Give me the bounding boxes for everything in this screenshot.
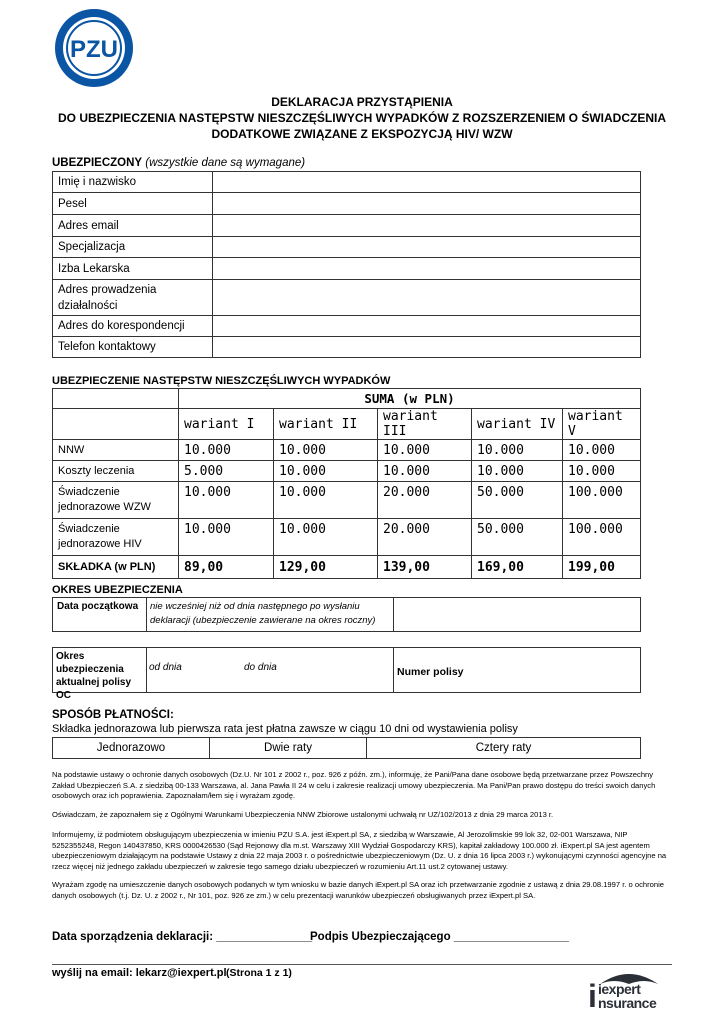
page-number: (Strona 1 z 1)	[226, 967, 292, 979]
table-row	[53, 738, 641, 759]
insured-note: (wszystkie dane są wymagane)	[145, 157, 306, 169]
value-cell: 10.000	[563, 461, 641, 482]
table-row	[53, 440, 641, 461]
field-label: Adres do korespondencji	[53, 316, 213, 337]
variant-header: wariant IV	[472, 409, 563, 440]
value-cell: 10.000	[472, 461, 563, 482]
value-cell: 20.000	[378, 519, 472, 556]
row-label: NNW	[53, 440, 179, 461]
value-cell: 10.000	[274, 461, 378, 482]
legal-paragraph: Wyrażam zgodę na umieszczenie danych osobowych podanych w tym wniosku w bazie danych iExpert.pl SA oraz ich przetwarzanie zgodnie z ustawą z dnia 29.08.1997 r. o ochronie danych osobowych (t.j. Dz. U. z 2002 r., Nr 101, poz. 926 ze zm.) w celu prezentacji warunków ubezpieczeń obsługiwanych przez iExpert.pl SA.	[52, 880, 664, 900]
email-field[interactable]	[213, 215, 641, 237]
row-label: Koszty leczenia	[53, 461, 179, 482]
name-field[interactable]	[213, 172, 641, 193]
field-label: Specjalizacja	[53, 237, 213, 258]
nnw-section-title: UBEZPIECZENIE NASTĘPSTW NIESZCZĘŚLIWYCH WYPADKÓW	[52, 375, 391, 387]
premium-cell: 199,00	[563, 556, 641, 579]
value-cell: 10.000	[274, 440, 378, 461]
premium-cell: 139,00	[378, 556, 472, 579]
variant-header: wariant V	[563, 409, 641, 440]
to-date-field[interactable]	[288, 658, 388, 676]
value-cell: 10.000	[378, 440, 472, 461]
brand-line-1: iexpert	[598, 981, 641, 997]
start-date-note: nie wcześniej niż od dnia następnego po wysłaniu deklaracji (ubezpieczenie zawierane na okres roczny)	[147, 598, 394, 631]
value-cell: 100.000	[563, 482, 641, 519]
value-cell: 10.000	[378, 461, 472, 482]
legal-text-3	[52, 830, 672, 872]
table-row	[53, 193, 641, 215]
payment-section-title: SPOSÓB PŁATNOŚCI:	[52, 709, 174, 721]
brand-line-2: nsurance	[598, 995, 657, 1011]
document-heading	[40, 94, 684, 142]
sum-header: SUMA (w PLN)	[179, 389, 641, 409]
table-row	[53, 280, 641, 316]
column-divider	[393, 648, 394, 692]
business-address-field[interactable]	[213, 280, 641, 316]
value-cell: 10.000	[179, 440, 274, 461]
value-cell: 50.000	[472, 519, 563, 556]
table-row	[53, 258, 641, 280]
field-label: Adres email	[53, 215, 213, 237]
variant-header: wariant III	[378, 409, 472, 440]
phone-field[interactable]	[213, 337, 641, 358]
field-label: Adres prowadzenia działalności	[53, 280, 213, 316]
empty-header-cell	[53, 409, 179, 440]
value-cell: 10.000	[472, 440, 563, 461]
empty-header-cell	[53, 389, 179, 409]
table-row	[53, 316, 641, 337]
footer-email: wyślij na email: lekarz@iexpert.pl	[52, 967, 227, 979]
row-label: Świadczenie jednorazowe WZW	[53, 482, 179, 519]
nnw-table	[52, 388, 641, 579]
value-cell: 50.000	[472, 482, 563, 519]
table-row	[53, 519, 641, 556]
insured-title: UBEZPIECZONY	[52, 157, 143, 169]
payment-note: Składka jednorazowa lub pierwsza rata jest płatna zawsze w ciągu 10 dni od wystawienia polisy	[52, 723, 518, 735]
premium-label: SKŁADKA (w PLN)	[53, 556, 179, 579]
table-row	[53, 337, 641, 358]
table-row	[53, 172, 641, 193]
legal-paragraph: Informujemy, iż podmiotem obsługującym ubezpieczenia w imieniu PZU S.A. jest iExpert.pl SA, z siedzibą w Warszawie, Al Jerozolimskie 99 lok 32, 02-001 Warszawa, NIP 5252355248, Regon 140437850, KRS 0000426530 (Sąd Rejonowy dla m.st. Warszawy XIII Wydział Gospodarczy KRS), kapitał zakładowy 100.000 zł. iExpert.pl SA jest agentem ubezpieczeniowym działającym na podstawie Ustawy z dnia 22 maja 2003 r. o pośrednictwie ubezpieczeniowym (Dz. U. z dnia 16 lipca 2003 r.) wykonującymi czynności agencyjne na rzecz więcej niż jednego zakładu ubezpieczeń w zakresie tego samego działu ubezpieczeń w rozumieniu Art.11 ust.2 cytowanej ustawy.	[52, 830, 667, 871]
medical-chamber-field[interactable]	[213, 258, 641, 280]
footer-divider	[52, 964, 672, 965]
start-date-label: Data początkowa	[53, 598, 147, 631]
payment-option-four-installments[interactable]: Cztery raty	[367, 738, 641, 759]
policy-number-field[interactable]	[473, 654, 636, 686]
insured-table	[52, 171, 641, 358]
variant-header: wariant I	[179, 409, 274, 440]
table-row	[53, 237, 641, 258]
from-date-label: od dnia	[149, 662, 182, 673]
signature-label: Podpis Ubezpieczającego __________________	[310, 931, 569, 943]
legal-paragraph: Oświadczam, że zapoznałem się z Ogólnymi Warunkami Ubezpieczenia NNW Zbiorowe ustalonymi uchwałą nr UZ/102/2013 z dnia 29 marca 2013 r.	[52, 810, 554, 819]
legal-text-2	[52, 810, 672, 821]
correspondence-address-field[interactable]	[213, 316, 641, 337]
declaration-date-label: Data sporządzenia deklaracji: _______________	[52, 931, 313, 943]
pesel-field[interactable]	[213, 193, 641, 215]
policy-number-label: Numer polisy	[397, 666, 464, 678]
payment-options-table	[52, 737, 641, 759]
value-cell: 20.000	[378, 482, 472, 519]
current-policy-label: Okres ubezpieczenia aktualnej polisy OC	[53, 648, 147, 692]
from-date-field[interactable]	[193, 658, 239, 676]
insured-section-title	[52, 157, 305, 169]
value-cell: 10.000	[563, 440, 641, 461]
heading-line-3: DODATKOWE ZWIĄZANE Z EKSPOZYCJĄ HIV/ WZW	[211, 127, 513, 141]
legal-text-1	[52, 770, 672, 802]
row-label: Świadczenie jednorazowe HIV	[53, 519, 179, 556]
brand-initial: i	[588, 978, 597, 1014]
premium-cell: 89,00	[179, 556, 274, 579]
table-row	[53, 482, 641, 519]
field-label: Pesel	[53, 193, 213, 215]
to-date-label: do dnia	[244, 662, 277, 673]
variant-header: wariant II	[274, 409, 378, 440]
legal-text-4	[52, 880, 672, 901]
table-row	[53, 556, 641, 579]
heading-line-2: DO UBEZPIECZENIA NASTĘPSTW NIESZCZĘŚLIWYCH WYPADKÓW Z ROZSZERZENIEM O ŚWIADCZENIA	[58, 111, 666, 125]
specialization-field[interactable]	[213, 237, 641, 258]
value-cell: 10.000	[179, 519, 274, 556]
payment-option-single[interactable]: Jednorazowo	[53, 738, 210, 759]
start-date-field[interactable]	[394, 598, 640, 631]
value-cell: 100.000	[563, 519, 641, 556]
table-row	[53, 215, 641, 237]
premium-cell: 169,00	[472, 556, 563, 579]
pzu-logo-text: PZU	[70, 36, 118, 63]
field-label: Telefon kontaktowy	[53, 337, 213, 358]
value-cell: 10.000	[274, 519, 378, 556]
value-cell: 10.000	[179, 482, 274, 519]
field-label: Izba Lekarska	[53, 258, 213, 280]
current-policy-row	[52, 647, 641, 701]
premium-cell: 129,00	[274, 556, 378, 579]
start-date-row	[52, 597, 641, 632]
period-section-title: OKRES UBEZPIECZENIA	[52, 584, 183, 596]
pzu-logo	[54, 8, 134, 88]
legal-paragraph: Na podstawie ustawy o ochronie danych osobowych (Dz.U. Nr 101 z 2002 r., poz. 926 z późn. zm.), informuję, że Pani/Pana dane osobowe będą przetwarzane przez Powszechny Zakład Ubezpieczeń S.A. z siedzibą 00-133 Warszawa, al. Jana Pawła II 24 w celu i zakresie realizacji umowy ubezpieczenia. Ma Pani/Pan prawo dostępu do treści swoich danych osobowych oraz ich poprawienia. Zapoznałam/łem się i wyrażam zgodę.	[52, 770, 656, 800]
iexpert-insurance-logo	[588, 970, 664, 1016]
table-row	[53, 409, 641, 440]
value-cell: 5.000	[179, 461, 274, 482]
table-row	[53, 461, 641, 482]
table-row	[53, 389, 641, 409]
value-cell: 10.000	[274, 482, 378, 519]
payment-option-two-installments[interactable]: Dwie raty	[210, 738, 367, 759]
field-label: Imię i nazwisko	[53, 172, 213, 193]
heading-line-1: DEKLARACJA PRZYSTĄPIENIA	[271, 95, 453, 109]
